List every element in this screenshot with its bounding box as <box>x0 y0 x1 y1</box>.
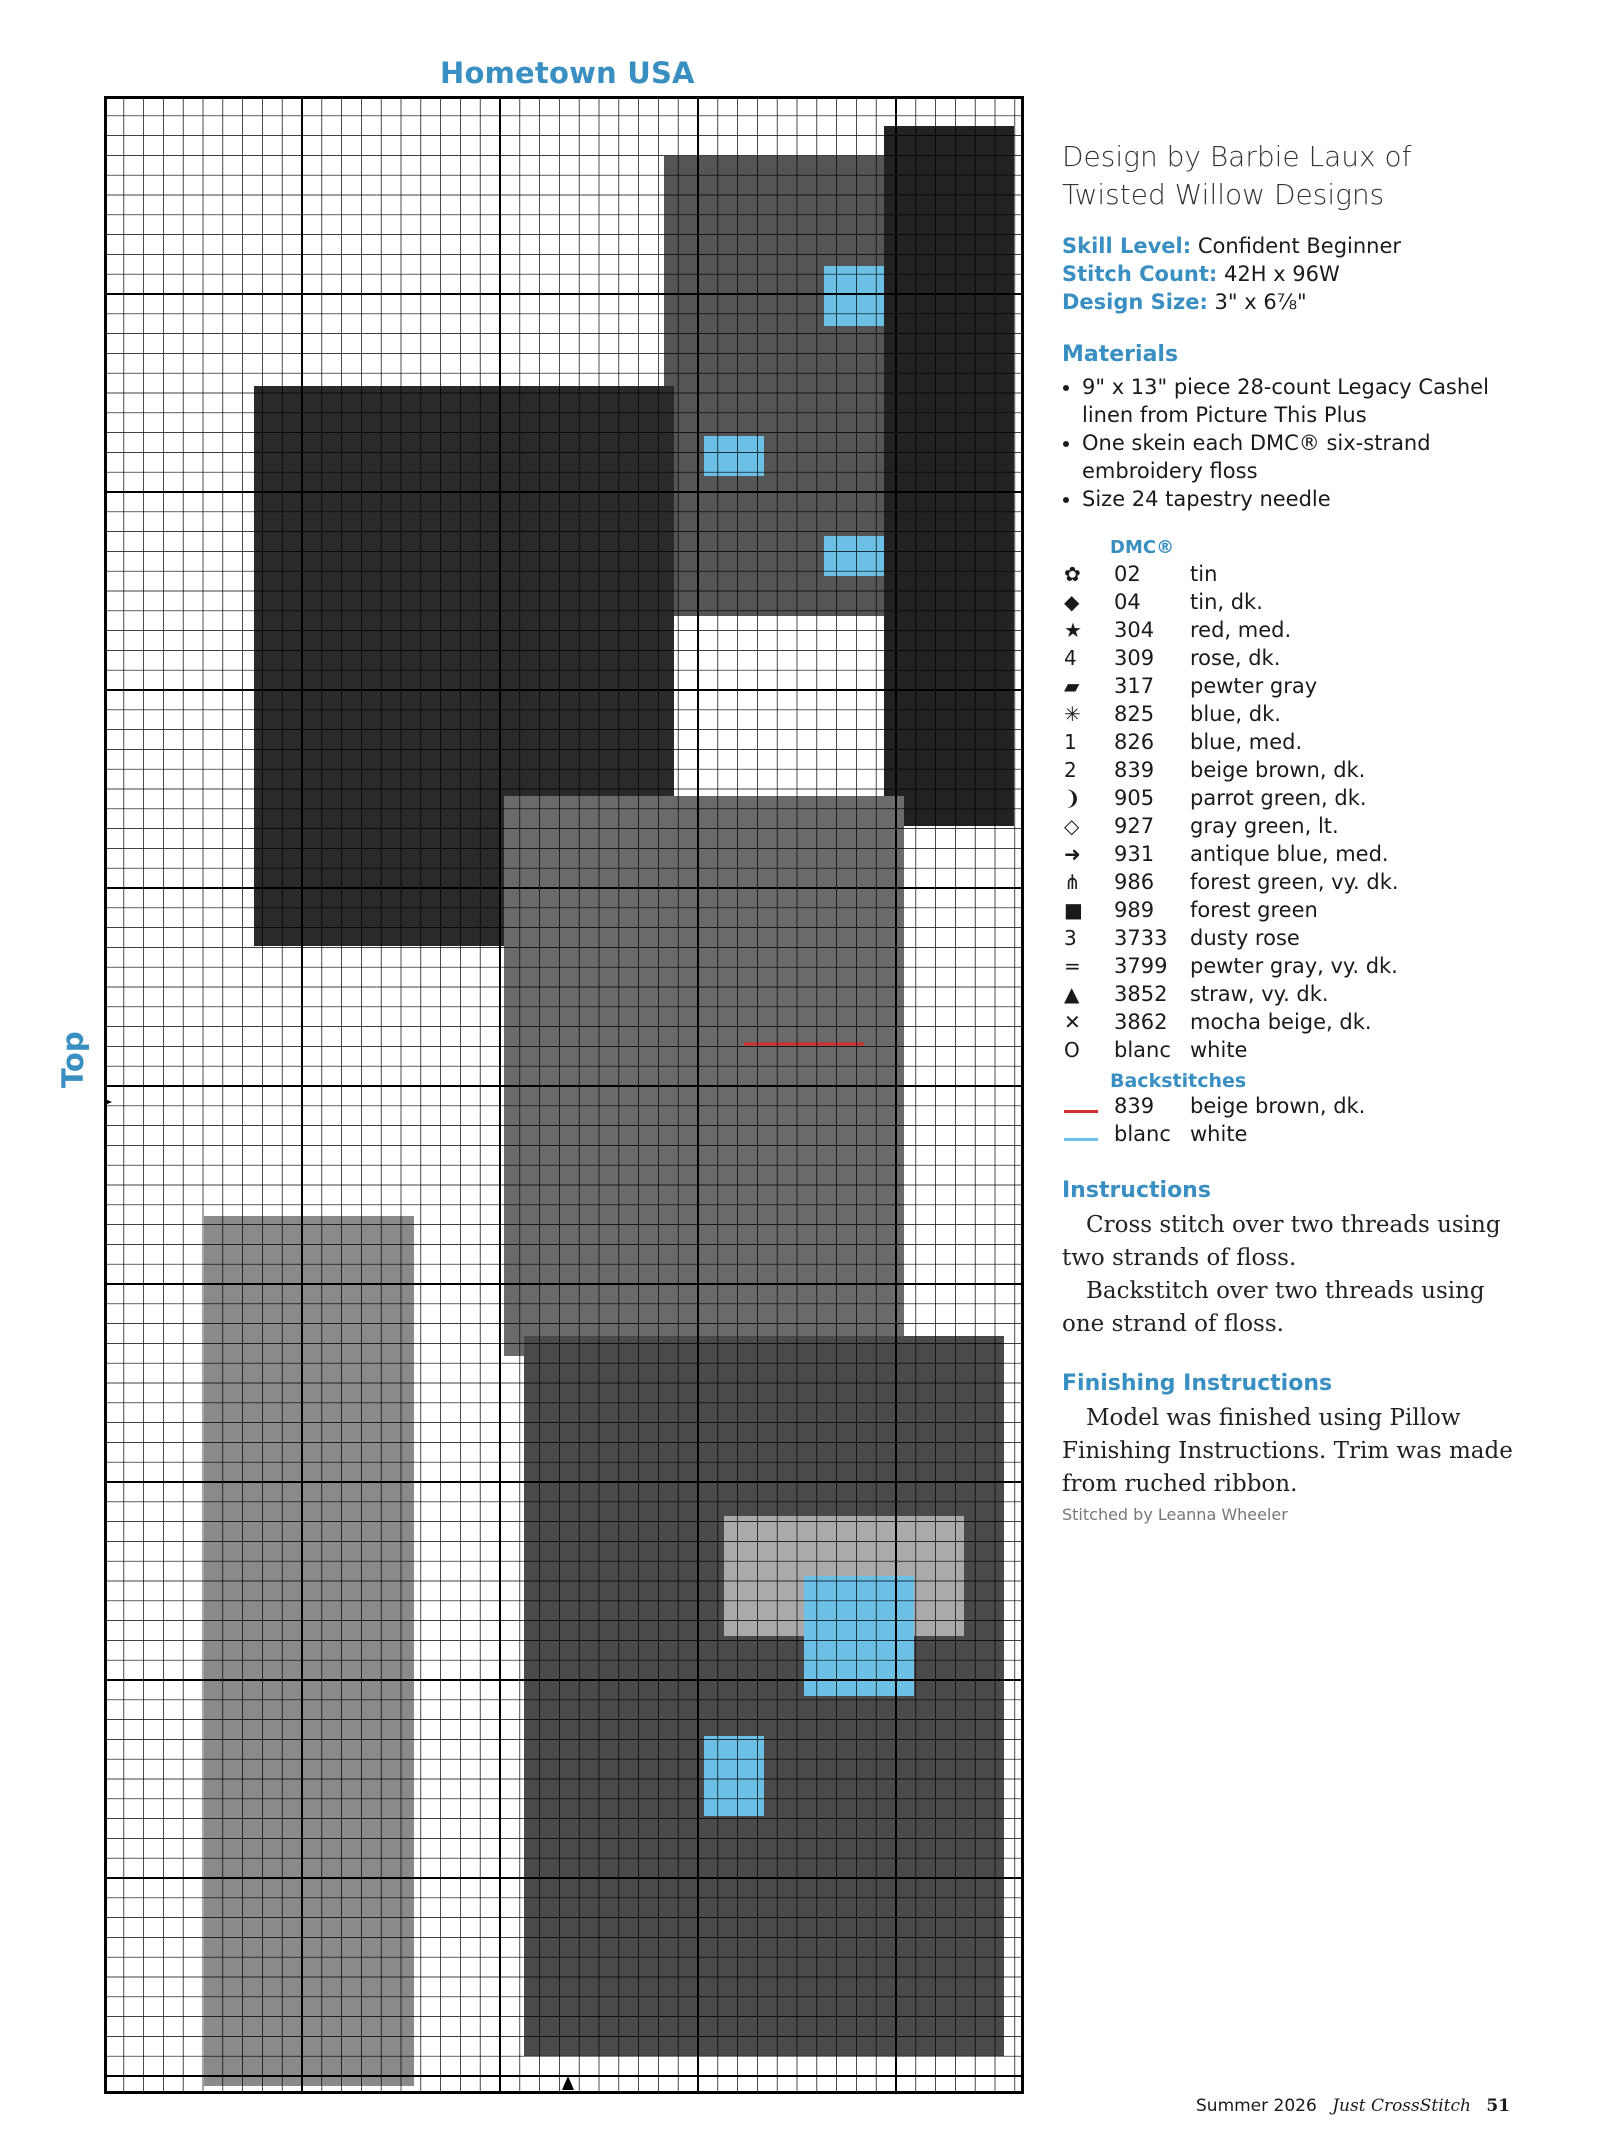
key-name: parrot green, dk. <box>1190 786 1367 810</box>
key-name: blue, dk. <box>1190 702 1281 726</box>
magazine-name: Just CrossStitch <box>1332 2096 1471 2116</box>
flag-stars-block <box>204 1216 414 2086</box>
red-line-swatch <box>1064 1110 1098 1113</box>
key-symbol-icon: ✳ <box>1064 702 1081 726</box>
instructions-body <box>1062 1209 1522 1341</box>
key-number: 317 <box>1114 674 1155 698</box>
key-symbol-icon: 1 <box>1064 730 1077 754</box>
key-number: 839 <box>1114 758 1155 782</box>
key-row <box>1062 868 1522 896</box>
key-row <box>1062 812 1522 840</box>
cross-stitch-chart <box>104 96 1024 2094</box>
key-name: pewter gray <box>1190 674 1318 698</box>
material-item: • 9" x 13" piece 28-count Legacy Cashel linen from Picture This Plus <box>1082 373 1522 429</box>
finishing-heading: Finishing Instructions <box>1062 1371 1333 1396</box>
key-symbol-icon: ➜ <box>1064 842 1081 866</box>
info-panel <box>1062 138 1522 1524</box>
key-symbol-icon: ✕ <box>1064 1010 1081 1034</box>
dmc-key-heading: DMC® <box>1110 537 1175 558</box>
key-number: 04 <box>1114 590 1141 614</box>
chart-title: Hometown USA <box>440 56 695 90</box>
instruction-paragraph: Cross stitch over two threads using two strands of floss. <box>1062 1212 1501 1271</box>
key-name: tin <box>1190 562 1218 586</box>
key-name: antique blue, med. <box>1190 842 1389 866</box>
key-row <box>1062 952 1522 980</box>
key-number: 826 <box>1114 730 1155 754</box>
key-name: forest green <box>1190 898 1318 922</box>
key-row <box>1062 896 1522 924</box>
key-number: 931 <box>1114 842 1155 866</box>
key-name: pewter gray, vy. dk. <box>1190 954 1398 978</box>
key-row <box>1062 756 1522 784</box>
key-row <box>1062 728 1522 756</box>
stitcher-credit: Stitched by Leanna Wheeler <box>1062 1505 1288 1524</box>
instruction-paragraph: Backstitch over two threads using one strand of floss. <box>1062 1278 1485 1337</box>
key-number: blanc <box>1114 1038 1171 1062</box>
designer-line-1: Design by Barbie Laux of <box>1062 140 1412 173</box>
key-symbol-icon: ★ <box>1064 618 1082 642</box>
blue-highlight <box>704 436 764 476</box>
key-name: mocha beige, dk. <box>1190 1010 1372 1034</box>
key-name: white <box>1190 1122 1248 1146</box>
blue-highlight <box>804 1576 914 1696</box>
key-row <box>1062 644 1522 672</box>
key-number: 3852 <box>1114 982 1168 1006</box>
backstitch-row <box>1062 1120 1522 1148</box>
key-symbol-icon: ⋔ <box>1064 870 1081 894</box>
design-specs <box>1062 232 1522 316</box>
key-name: forest green, vy. dk. <box>1190 870 1399 894</box>
blue-highlight <box>824 536 884 576</box>
key-name: beige brown, dk. <box>1190 1094 1366 1118</box>
key-row <box>1062 980 1522 1008</box>
instructions-heading: Instructions <box>1062 1178 1211 1203</box>
key-symbol-icon: ▲ <box>1064 982 1080 1006</box>
finishing-paragraph: Model was finished using Pillow Finishing Instructions. Trim was made from ruched ribbon. <box>1062 1405 1513 1497</box>
skill-label: Skill Level: <box>1062 234 1192 258</box>
key-number: 986 <box>1114 870 1155 894</box>
materials-list <box>1062 373 1522 513</box>
skill-value: Confident Beginner <box>1197 234 1402 258</box>
key-number: 309 <box>1114 646 1155 670</box>
key-symbol-icon: ✿ <box>1064 562 1081 586</box>
key-symbol-icon: 2 <box>1064 758 1077 782</box>
key-number: 3799 <box>1114 954 1168 978</box>
key-number: 3733 <box>1114 926 1168 950</box>
key-number: 3862 <box>1114 1010 1168 1034</box>
blue-highlight <box>704 1736 764 1816</box>
key-number: 839 <box>1114 1094 1155 1118</box>
size-label: Design Size: <box>1062 290 1208 314</box>
key-name: white <box>1190 1038 1248 1062</box>
key-name: rose, dk. <box>1190 646 1281 670</box>
house-lower-block <box>524 1336 1004 2056</box>
key-row <box>1062 672 1522 700</box>
blue-line-swatch <box>1064 1138 1098 1141</box>
backstitch-row <box>1062 1092 1522 1120</box>
key-number: 905 <box>1114 786 1155 810</box>
key-name: blue, med. <box>1190 730 1303 754</box>
key-row <box>1062 784 1522 812</box>
key-name: beige brown, dk. <box>1190 758 1366 782</box>
designer-line-2: Twisted Willow Designs <box>1062 178 1385 211</box>
issue-date: Summer 2026 <box>1196 2096 1317 2116</box>
key-row <box>1062 1008 1522 1036</box>
page-number: 51 <box>1486 2096 1511 2116</box>
top-label: Top <box>56 1031 90 1088</box>
count-value: 42H x 96W <box>1223 262 1340 286</box>
key-name: dusty rose <box>1190 926 1300 950</box>
key-number: 927 <box>1114 814 1155 838</box>
key-row <box>1062 616 1522 644</box>
flag-block <box>504 796 904 1356</box>
material-item: • One skein each DMC® six-strand embroidery floss <box>1082 429 1522 485</box>
key-symbol-icon: ■ <box>1064 898 1083 922</box>
key-number: 825 <box>1114 702 1155 726</box>
backstitch-heading: Backstitches <box>1110 1070 1247 1092</box>
key-symbol-icon: ◇ <box>1064 814 1080 838</box>
key-row <box>1062 924 1522 952</box>
dmc-key <box>1062 560 1522 1064</box>
page-footer <box>1196 2096 1510 2116</box>
size-value: 3" x 6⅞" <box>1214 290 1307 314</box>
key-symbol-icon: 3 <box>1064 926 1077 950</box>
key-row <box>1062 560 1522 588</box>
key-row <box>1062 588 1522 616</box>
material-item: • Size 24 tapestry needle <box>1082 485 1522 513</box>
key-number: 02 <box>1114 562 1141 586</box>
key-row <box>1062 840 1522 868</box>
key-symbol-icon: ◆ <box>1064 590 1080 614</box>
house-dark-block <box>884 126 1014 826</box>
key-row <box>1062 700 1522 728</box>
key-number: 304 <box>1114 618 1155 642</box>
key-symbol-icon: ❩ <box>1064 786 1081 810</box>
key-symbol-icon: 4 <box>1064 646 1077 670</box>
key-number: 989 <box>1114 898 1155 922</box>
materials-heading: Materials <box>1062 342 1179 367</box>
key-symbol-icon: O <box>1064 1038 1080 1062</box>
key-name: gray green, lt. <box>1190 814 1339 838</box>
count-label: Stitch Count: <box>1062 262 1218 286</box>
key-name: straw, vy. dk. <box>1190 982 1329 1006</box>
key-symbol-icon: = <box>1064 954 1081 978</box>
key-name: red, med. <box>1190 618 1292 642</box>
key-symbol-icon: ▰ <box>1064 674 1080 698</box>
finishing-body <box>1062 1402 1522 1501</box>
key-number: blanc <box>1114 1122 1171 1146</box>
blue-highlight <box>824 266 884 326</box>
key-row <box>1062 1036 1522 1064</box>
key-name: tin, dk. <box>1190 590 1263 614</box>
